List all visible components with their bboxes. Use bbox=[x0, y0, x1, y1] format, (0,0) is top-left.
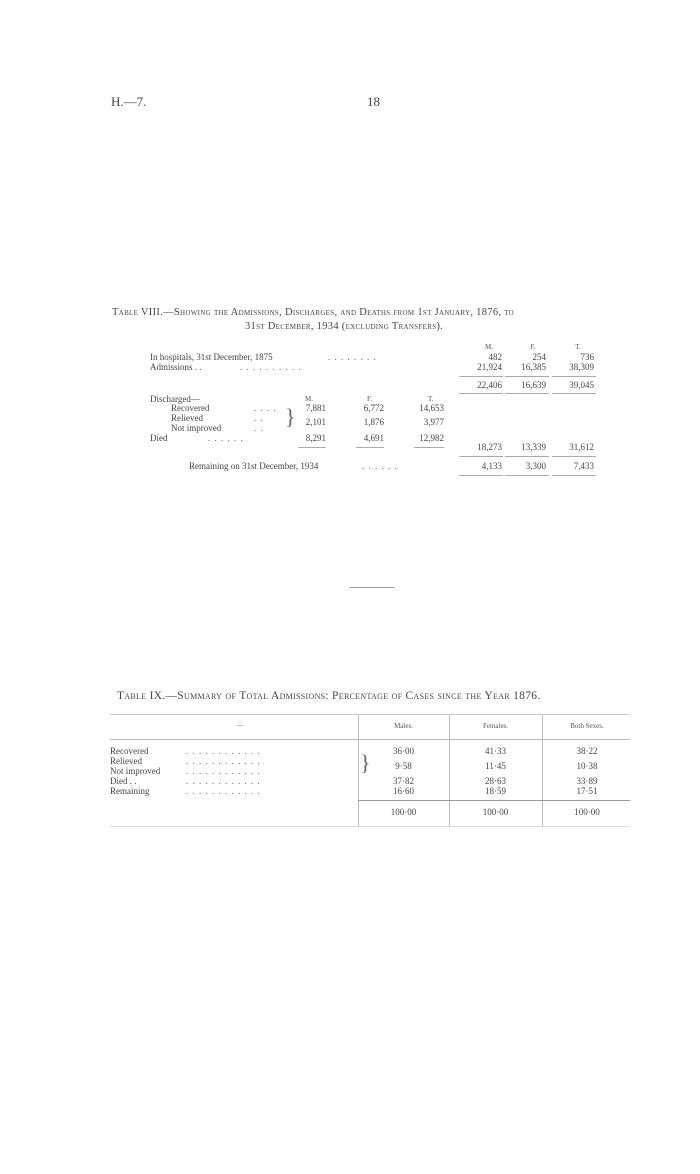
relieved-females: 11·45 bbox=[485, 761, 506, 771]
value-t: 736 bbox=[580, 352, 594, 362]
relieved-both: 10·38 bbox=[576, 761, 598, 771]
page-number: 18 bbox=[367, 94, 380, 109]
died-both: 33·89 bbox=[576, 776, 598, 786]
recovered-m: 7,881 bbox=[305, 403, 326, 413]
recovered-f: 6,772 bbox=[363, 403, 384, 413]
died-females: 28·63 bbox=[485, 776, 506, 786]
recovered-t: 14,653 bbox=[419, 403, 444, 413]
relieved-f: 1,876 bbox=[363, 417, 384, 427]
row-label-died: Died . . bbox=[110, 776, 137, 786]
recovered-label: Recovered bbox=[171, 403, 210, 413]
recovered-both: 38·22 bbox=[576, 746, 598, 756]
row-dots: . . . . . . . . . . . . bbox=[186, 746, 261, 756]
value-f: 254 bbox=[532, 352, 546, 362]
col-header-m: M. bbox=[485, 343, 493, 351]
page-ref: H.—7. bbox=[111, 94, 147, 109]
row-dots: . . bbox=[254, 413, 264, 423]
row-dots: . . . . . . . . . . . . bbox=[186, 786, 261, 796]
relieved-m: 2,101 bbox=[305, 417, 326, 427]
remaining-label: Remaining on 31st December, 1934 bbox=[189, 461, 319, 471]
value-m: 482 bbox=[488, 352, 502, 362]
subtotal-m: 22,406 bbox=[477, 380, 502, 390]
total-females: 100·00 bbox=[482, 807, 509, 817]
remaining-t: 7,433 bbox=[573, 461, 594, 471]
subtotal-t: 39,045 bbox=[569, 380, 594, 390]
remaining-males: 16·60 bbox=[393, 786, 414, 796]
row-dots: . . . . . . bbox=[362, 461, 398, 471]
row-label-remaining: Remaining bbox=[110, 786, 150, 796]
row-label-admissions: Admissions . . bbox=[150, 362, 202, 372]
total-both: 100·00 bbox=[574, 807, 600, 817]
table-ix-title: Table IX.—Summary of Total Admissions: Percentage of Cases since the Year 1876. bbox=[117, 690, 541, 702]
row-dots: . . . . . . . . . . . . bbox=[186, 766, 261, 776]
inner-header-t: T. bbox=[428, 395, 434, 403]
value-f: 16,385 bbox=[521, 362, 546, 372]
col-header-males: Males. bbox=[394, 722, 413, 730]
value-m: 21,924 bbox=[477, 362, 502, 372]
relieved-males: 9·58 bbox=[395, 761, 412, 771]
inner-header-m: M. bbox=[305, 395, 313, 403]
col-header-blank: — bbox=[236, 721, 244, 729]
remaining-f: 3,300 bbox=[525, 461, 546, 471]
died-f: 4,691 bbox=[363, 433, 384, 443]
relieved-label: Relieved bbox=[171, 413, 203, 423]
row-dots: . . . . . . bbox=[208, 433, 244, 443]
row-label-not-improved: Not improved bbox=[110, 766, 161, 776]
value-t: 38,309 bbox=[569, 362, 594, 372]
discharged-label: Discharged— bbox=[150, 394, 200, 404]
remaining-females: 18·59 bbox=[485, 786, 506, 796]
row-dots: . . . . . . . . . . . . bbox=[186, 756, 261, 766]
row-label-recovered: Recovered bbox=[110, 746, 149, 756]
total-out-m: 18,273 bbox=[477, 442, 502, 452]
died-t: 12,982 bbox=[419, 433, 444, 443]
row-dots: . . . . . . . . . . bbox=[240, 362, 302, 372]
total-males: 100·00 bbox=[390, 807, 417, 817]
relieved-t: 3,977 bbox=[423, 417, 444, 427]
recovered-males: 36·00 bbox=[393, 746, 414, 756]
row-label-in-hospitals: In hospitals, 31st December, 1875 bbox=[150, 352, 273, 362]
remaining-m: 4,133 bbox=[481, 461, 502, 471]
row-dots: . . . . . . . . bbox=[328, 352, 377, 362]
col-header-f: F. bbox=[530, 343, 536, 351]
brace-icon: } bbox=[285, 404, 296, 429]
row-dots: . . bbox=[254, 423, 264, 433]
subtotal-f: 16,639 bbox=[521, 380, 546, 390]
row-label-relieved: Relieved bbox=[110, 756, 142, 766]
col-header-t: T. bbox=[575, 343, 581, 351]
col-header-both-sexes: Both Sexes. bbox=[570, 722, 604, 730]
died-m: 8,291 bbox=[305, 433, 326, 443]
col-header-females: Females. bbox=[482, 722, 509, 730]
died-label: Died bbox=[150, 433, 168, 443]
remaining-both: 17·51 bbox=[576, 786, 598, 796]
inner-header-f: F. bbox=[367, 395, 373, 403]
total-out-t: 31,612 bbox=[569, 442, 594, 452]
died-males: 37·82 bbox=[393, 776, 414, 786]
total-out-f: 13,339 bbox=[521, 442, 546, 452]
row-dots: . . . . . . . . . . . . bbox=[186, 776, 261, 786]
brace-icon: } bbox=[360, 750, 371, 775]
row-dots: . . . . bbox=[254, 403, 277, 413]
section-divider bbox=[350, 587, 394, 588]
recovered-females: 41·33 bbox=[485, 746, 506, 756]
table-viii-title-line1: Table VIII.—Showing the Admissions, Discharges, and Deaths from 1st January, 1876, to bbox=[112, 307, 515, 318]
not-improved-label: Not improved bbox=[171, 423, 222, 433]
table-viii-title-line2: 31st December, 1934 (excluding Transfers). bbox=[245, 321, 444, 332]
